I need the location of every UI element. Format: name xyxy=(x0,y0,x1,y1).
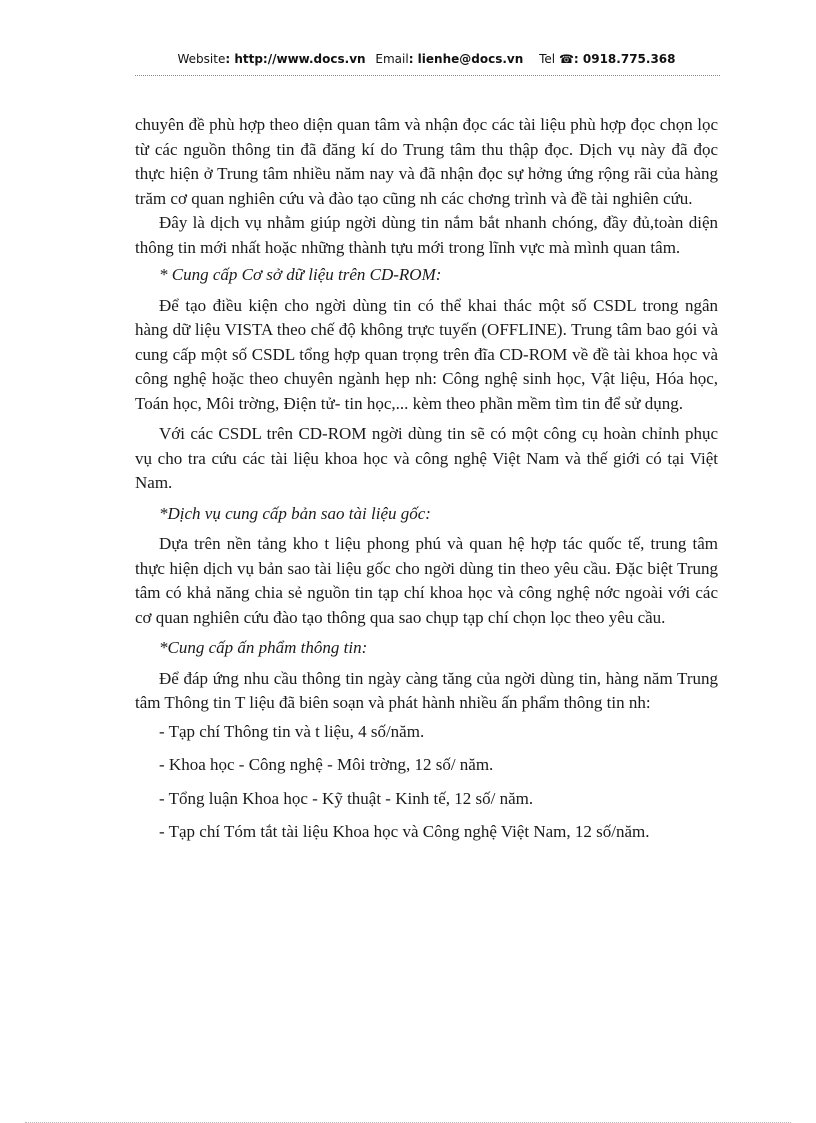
paragraph-3: Để tạo điều kiện cho ngời dùng tin có thể khai thác một số CSDL trong ngân hàng dữ liệu VISTA theo chế độ không trực tuyến (OFFLINE). Trung tâm bao gói và cung cấp một số CSDL tổng hợp quan trọng trên đĩa CD-ROM về đề tài khoa học và công nghệ hoặc theo chuyên ngành hẹp nh: Công nghệ sinh học, Vật liệu, Hóa học, Toán học, Môi trờng, Điện tử- tin học,... kèm theo phần mềm tìm tin để sử dụng. xyxy=(135,295,718,413)
tel-value: : 0918.775.368 xyxy=(573,52,676,66)
paragraph-5: Dựa trên nền tảng kho t liệu phong phú và quan hệ hợp tác quốc tế, trung tâm thực hiện dịch vụ bản sao tài liệu gốc cho ngời dùng tin theo yêu cầu. Đặc biệt Trung tâm có khả năng chia sẻ nguồn tin tạp chí khoa học và công nghệ nớc ngoài với các cơ quan nghiên cứu đào tạo thông qua sao chụp tạp chí chọn lọc theo yêu cầu. xyxy=(135,534,718,627)
email-link[interactable]: : lienhe@docs.vn xyxy=(408,52,524,66)
list-item: - Tạp chí Thông tin và t liệu, 4 số/năm. xyxy=(159,721,425,741)
section-heading-copy-service: *Dịch vụ cung cấp bản sao tài liệu gốc: xyxy=(159,503,431,523)
section-heading-publications: *Cung cấp ấn phẩm thông tin: xyxy=(159,638,368,657)
document-body xyxy=(135,113,718,845)
paragraph-2: Đây là dịch vụ nhằm giúp ngời dùng tin nắm bắt nhanh chóng, đầy đủ,toàn diện thông tin mới nhất hoặc những thành tựu mới trong lĩnh vực mà mình quan tâm. xyxy=(135,213,718,257)
header-divider xyxy=(135,75,720,76)
page-header xyxy=(135,52,718,66)
list-item: - Khoa học - Công nghệ - Môi trờng, 12 số/ năm. xyxy=(159,755,494,774)
paragraph-4: Với các CSDL trên CD-ROM ngời dùng tin sẽ có một công cụ hoàn chỉnh phục vụ cho tra cứu các tài liệu khoa học và công nghệ Việt Nam và thế giới có tại Việt Nam. xyxy=(135,424,718,492)
paragraph-6: Để đáp ứng nhu cầu thông tin ngày càng tăng của ngời dùng tin, hàng năm Trung tâm Thông tin T liệu đã biên soạn và phát hành nhiều ấn phẩm thông tin nh: xyxy=(135,668,718,712)
paragraph-1: chuyên đề phù hợp theo diện quan tâm và nhận đọc các tài liệu phù hợp đọc chọn lọc từ các nguồn thông tin đã đăng kí do Trung tâm thu thập đọc. Dịch vụ này đã đọc thực hiện ở Trung tâm nhiều năm nay và đã nhận đọc sự hởng ứng rộng rãi của hàng trăm cơ quan nghiên cứu và đào tạo cũng nh các chơng trình và đề tài nghiên cứu. xyxy=(135,115,718,208)
email-label: Email xyxy=(375,52,409,66)
website-link[interactable]: : http://www.docs.vn xyxy=(225,52,366,66)
phone-icon: ☎ xyxy=(558,52,574,66)
list-item: - Tổng luận Khoa học - Kỹ thuật - Kinh tế, 12 số/ năm. xyxy=(159,788,534,808)
website-label: Website xyxy=(177,52,226,66)
tel-label: Tel xyxy=(539,52,556,66)
list-item: - Tạp chí Tóm tắt tài liệu Khoa học và Công nghệ Việt Nam, 12 số/năm. xyxy=(159,822,650,841)
section-heading-cd-rom: * Cung cấp Cơ sở dữ liệu trên CD-ROM: xyxy=(159,265,442,284)
